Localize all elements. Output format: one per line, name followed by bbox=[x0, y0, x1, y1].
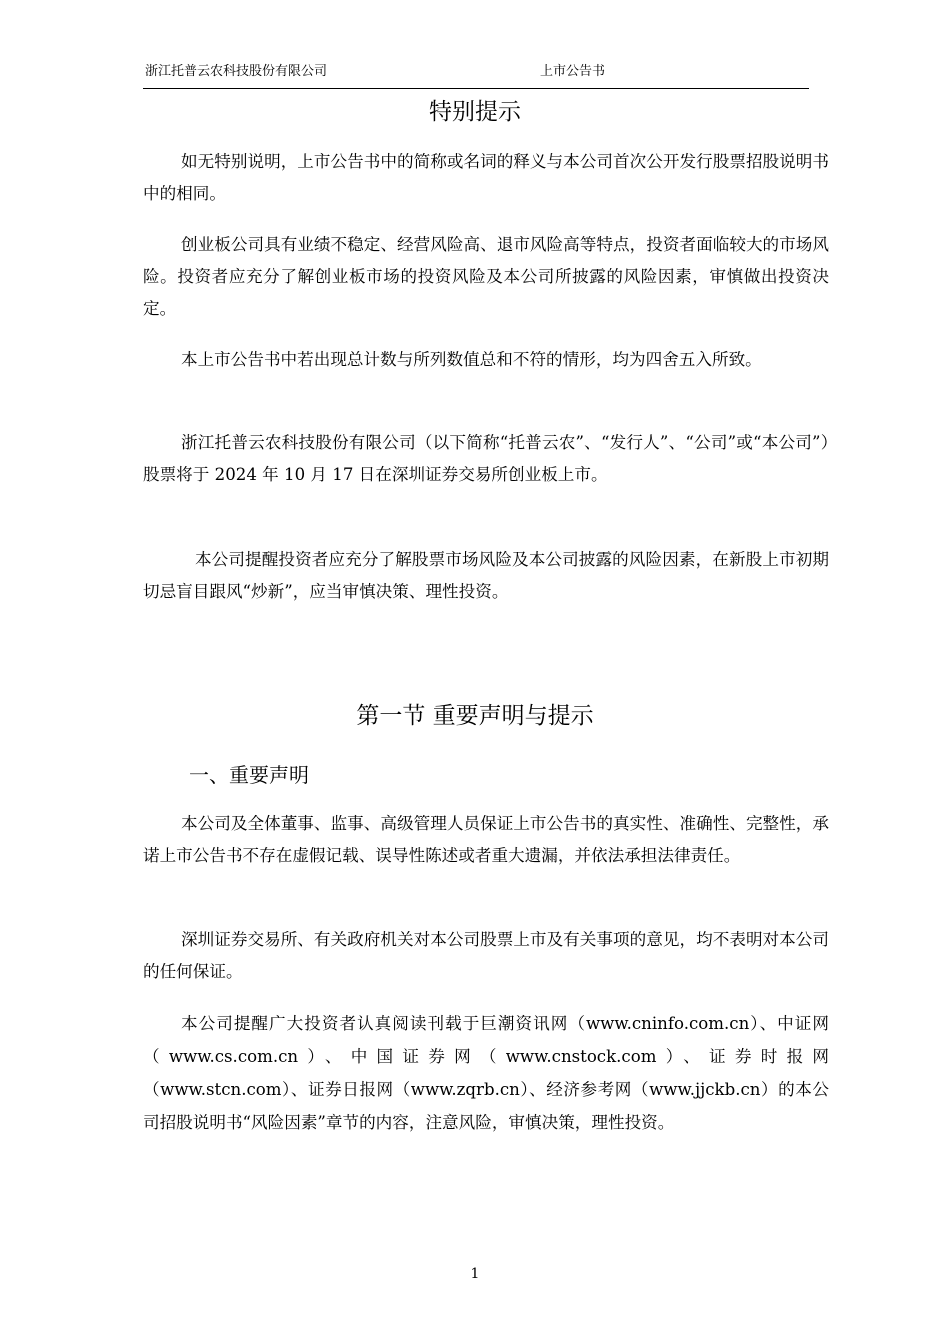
statement-paragraph-1: 本公司及全体董事、监事、高级管理人员保证上市公告书的真实性、准确性、完整性，承诺上市公告书不存在虚假记载、误导性陈述或者重大遗漏，并依法承担法律责任。 bbox=[143, 814, 829, 865]
subsection-title-important-statement: 一、重要声明 bbox=[189, 763, 309, 787]
header-document-type: 上市公告书 bbox=[540, 64, 606, 79]
special-notice-paragraph-2: 创业板公司具有业绩不稳定、经营风险高、退市风险高等特点，投资者面临较大的市场风险。投资者应充分了解创业板市场的投资风险及本公司所披露的风险因素，审慎做出投资决定。 bbox=[143, 235, 829, 318]
section-1-title: 第一节 重要声明与提示 bbox=[356, 703, 594, 729]
special-notice-title: 特别提示 bbox=[429, 99, 521, 125]
special-notice-paragraph-1: 如无特别说明，上市公告书中的简称或名词的释义与本公司首次公开发行股票招股说明书中的相同。 bbox=[143, 152, 829, 203]
special-notice-paragraph-5: 本公司提醒投资者应充分了解股票市场风险及本公司披露的风险因素，在新股上市初期切忌盲目跟风“炒新”，应当审慎决策、理性投资。 bbox=[143, 550, 829, 601]
special-notice-paragraph-3: 本上市公告书中若出现总计数与所列数值总和不符的情形，均为四舍五入所致。 bbox=[181, 350, 762, 369]
header-company-name: 浙江托普云农科技股份有限公司 bbox=[145, 64, 328, 79]
page-number: 1 bbox=[470, 1266, 480, 1282]
page-header bbox=[143, 58, 809, 89]
special-notice-paragraph-4: 浙江托普云农科技股份有限公司（以下简称“托普云农”、“发行人”、“公司”或“本公司”）股票将于 2024 年 10 月 17 日在深圳证券交易所创业板上市。 bbox=[143, 433, 829, 484]
statement-paragraph-3: 本公司提醒广大投资者认真阅读刊载于巨潮资讯网（www.cninfo.com.cn）、中证网（www.cs.com.cn）、中国证券网（www.cnstock.com）、证券时报网（www.stcn.com）、证券日报网（www.zqrb.cn）、经济参考网（www.jjckb.cn）的本公司招股说明书“风险因素”章节的内容，注意风险，审慎决策，理性投资。 bbox=[143, 1014, 829, 1132]
statement-paragraph-2: 深圳证券交易所、有关政府机关对本公司股票上市及有关事项的意见，均不表明对本公司的任何保证。 bbox=[143, 930, 829, 981]
